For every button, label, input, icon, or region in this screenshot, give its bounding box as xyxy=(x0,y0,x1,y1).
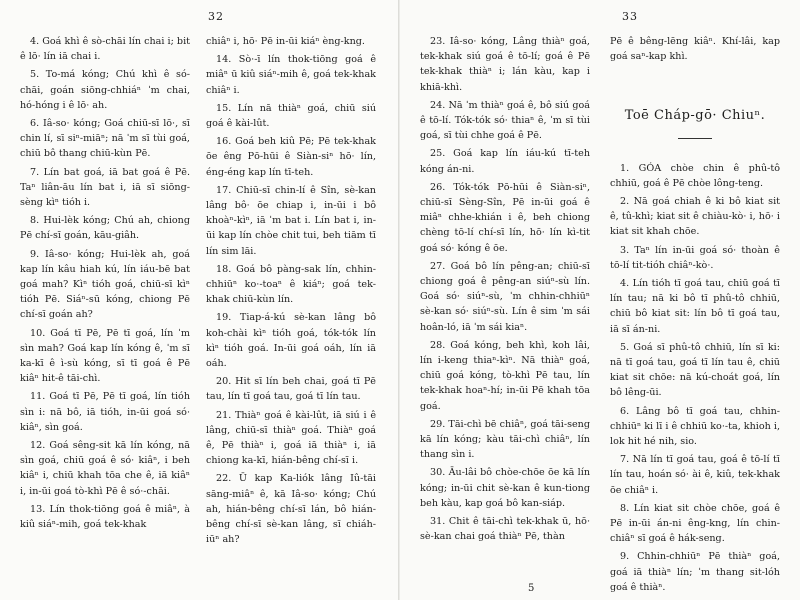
verse: 7. Nā lín tī goá tau, goá ê tō-lí tī lín tau, hoán só· ài ê, kiû, tek-khak ōe chiâⁿ i. xyxy=(610,454,780,496)
verse: 28. Goá kóng, beh khì, koh lâi, lín i-keng thiaⁿ-kìⁿ. Nā thiàⁿ goá, chiū goá kóng, tò-khì Pē tau, lín tek-khak hoaⁿ-hí; in-ūi Pē khah tōa goá. xyxy=(420,339,590,412)
verse: 15. Lín nā thiàⁿ goá, chiū siú goá ê kài-lût. xyxy=(206,102,376,130)
verse: 16. Goá beh kiû Pē; Pē tek-khak ōe êng Pō-hūi ê Siàn-siⁿ hō· lín, éng-éng kap lín tī-teh. xyxy=(206,136,376,178)
verse-continuation: chiâⁿ i, hō· Pē in-ūi kiáⁿ èng-kng. xyxy=(206,36,365,47)
verse: 8. Lín kiat sit chòe chōe, goá ê Pē in-ūi án-ni êng-kng, lín chin-chiâⁿ sī goá ê hák-seng. xyxy=(610,502,780,545)
verse: 5. Goá sī phû-tô chhiū, lín sī ki: nā tī goá tau, goá tī lín tau ê, chiū kiat sit chōe: nā kú-choát goá, lín bô lêng-ūi. xyxy=(610,341,780,399)
verse-continuation: Pē ê bêng-lēng kiâⁿ. Khí-lâi, kap goá saⁿ-kap khì. xyxy=(610,36,780,63)
page-number-left: 32 xyxy=(208,10,224,23)
verse: 4. Lín tióh tī goá tau, chiū goá tī lín tau; nā ki bô tī phû-tô chhiū, chiū bô kiat sit: lín bô tī goá tau, iā sī án-ni. xyxy=(610,278,780,335)
verse: 22. Ū kap Ka-liók lâng Iû-tāi sāng-miâⁿ ê, kā Iâ-so· kóng; Chú ah, hián-bêng chí-sī lán, bô hián-bêng chí-sī sè-kan lâng, sī chiáh-iūⁿ ah? xyxy=(206,473,376,546)
verse: 21. Thiàⁿ goá ê kài-lût, iā siú i ê lâng, chiū-sī thiàⁿ goá. Thiàⁿ goá ê, Pē thiàⁿ i, goá iā thiàⁿ i, iā chiong ka-kī, hián-bêng chí-sī i. xyxy=(206,409,376,467)
verse: 13. Lín thok-tiōng goá ê miâⁿ, à kiû siáⁿ-mih, goá tek-khak xyxy=(20,503,190,531)
verse: 17. Chiū-sī chin-lí ê Sîn, sè-kan lâng bô· ōe chiap i, in-ūi i bô khoàⁿ-kìⁿ, iā ˈm bat i. Lín bat i, in-ūi kap lín chòe chit tui, beh tiām tī lín sim lāi. xyxy=(206,184,376,257)
verse: 2. Nā goá chiah ê ki bô kiat sit ê, tû-khì; kiat sit ê chiàu-kò· i, hō· i kiat sit khah chōe. xyxy=(610,196,780,238)
verse: 12. Goá sêng-sit kā lín kóng, nā sìn goá, chiū goá ê só· kiâⁿ, i beh kiâⁿ i, chiū khah tōa che ê, iā kiâⁿ i, in-ūi goá tò-khì Pē ê só·-chāi. xyxy=(20,440,190,497)
verse: 9. Chhin-chhiūⁿ Pē thiàⁿ goá, goá iā thiàⁿ lín; ˈm thang sit-lóh goá ê thiàⁿ. xyxy=(610,551,780,593)
left-column-2 xyxy=(206,34,376,551)
verse: 29. Tāi-chì bē chiâⁿ, goá tāi-seng kā lín kóng; kàu tāi-chì chiâⁿ, lín thang sìn i. xyxy=(420,418,590,461)
verse: 14. Sò·-ī lín thok-tiōng goá ê miâⁿ ū kiû siáⁿ-mih ê, goá tek-khak chiâⁿ i. xyxy=(206,54,376,96)
verse: 7. Lín bat goá, iā bat goá ê Pē. Taⁿ liân-āu lín bat i, iā sī siōng-sèng kìⁿ tióh i. xyxy=(20,166,190,209)
verse: 11. Goá tī Pē, Pē tī goá, lín tióh sìn i: nā bô, iā tióh, in-ūi goá só· kiâⁿ, sìn goá. xyxy=(20,391,190,433)
right-page xyxy=(400,0,800,600)
verse: 18. Goá bô pàng-sak lín, chhin-chhiūⁿ ko·-toaⁿ ê kiáⁿ; goá tek-khak chiū-kùn lín. xyxy=(206,263,376,306)
chapter-heading: Toē Cháp-gō· Chiuⁿ. xyxy=(624,108,766,124)
verse: 1. GÓA chòe chin ê phû-tô chhiū, goá ê Pē chòe lông-teng. xyxy=(610,162,780,189)
left-column-1 xyxy=(20,34,190,535)
verse: 8. Hui-lèk kóng; Chú ah, chiong Pē chí-sī goán, kāu-giâh. xyxy=(20,215,190,242)
verse: 26. Tók-tók Pō-hūi ê Siàn-siⁿ, chiū-sī Sèng-Sîn, Pē in-ūi goá ê miâⁿ chhe-khián i ê, beh chiong chèng tō-lí chí-sī lín, hō· lín kì-tit goá só· kóng ê ōe. xyxy=(420,181,590,254)
verse: 6. Iâ-so· kóng; Goá chiū-sī lō·, sī chin lí, sī siⁿ-miāⁿ; nā ˈm sī tùi goá, chiū bô thang chiū-kùn Pē. xyxy=(20,118,190,160)
verse: 5. To-má kóng; Chú khì ê só-chāi, goán siōng-chhiáⁿ ˈm chai, hó-hóng i ê lō· ah. xyxy=(20,69,190,111)
verse: 25. Goá kap lín iáu-kú tī-teh kóng án-ni. xyxy=(420,148,590,175)
verse: 9. Iâ-so· kóng; Hui-lèk ah, goá kap lín kâu hiah kú, lín iáu-bē bat goá mah? Kìⁿ tióh goá, chiū-sī kìⁿ tióh Pē. Siáⁿ-sū kóng, chiong Pē chí-sī goán ah? xyxy=(20,248,190,321)
verse: 31. Chit ê tāi-chì tek-khak ū, hō· sè-kan chai goá thiàⁿ Pē, thàn xyxy=(420,516,590,543)
verse: 10. Goá tī Pē, Pē tī goá, lín ˈm sìn mah? Goá kap lín kóng ê, ˈm sī ka-kī ê ì-sù kóng, sī tī goá ê Pē kiâⁿ hit-ê tāi-chì. xyxy=(20,327,190,385)
verse: 27. Goá bô lín pêng-an; chiū-sī chiong goá ê pêng-an siúⁿ-sù lín. Goá só· siúⁿ-sù, ˈm chhin-chhiūⁿ sè-kan só· siúⁿ-sù. Lín ê sim ˈm sái hoân-ló, iā ˈm sái kiaⁿ. xyxy=(420,260,590,333)
verse: 4. Goá khì ê sò-chāi lín chai i; bit ê lō· lín iā chai i. xyxy=(20,36,190,63)
verse: 6. Lâng bô tī goá tau, chhin-chhiūⁿ ki lī i ê chhiū ko·-ta, khioh i, lok hit hé nih, sio. xyxy=(610,405,780,448)
page-number-right: 33 xyxy=(622,10,638,23)
verse: 3. Taⁿ lín in-ūi goá só· thoàn ê tō-lí tit-tióh chiâⁿ-kò·. xyxy=(610,244,780,271)
chapter-rule xyxy=(678,138,712,139)
verse: 23. Iâ-so· kóng, Lâng thiàⁿ goá, tek-khak siú goá ê tō-lí; goá ê Pē tek-khak thiàⁿ i; lán kàu, kap i khiā-khì. xyxy=(420,36,590,93)
verse: 24. Nā ˈm thiàⁿ goá ê, bô siú goá ê tō-lí. Tók-tók só· thiaⁿ ê, ˈm sī tùi goá, sī tùi chhe goá ê Pē. xyxy=(420,99,590,142)
footer-mark: 5 xyxy=(528,583,535,594)
verse: 30. Āu-lâi bô chòe-chōe ōe kā lín kóng; in-ūi chit sè-kan ê kun-tiong beh kàu, kap goá bô kan-siáp. xyxy=(420,467,590,509)
verse: 19. Tiap-á-kú sè-kan lâng bô koh-chài kìⁿ tióh goá, tók-tók lín kìⁿ tióh goá. In-ūi goá oáh, lín iā oáh. xyxy=(206,312,376,370)
right-column-1 xyxy=(420,34,590,548)
verse: 20. Hit sī lín beh chai, goá tī Pē tau, lín tī goá tau, goá tī lín tau. xyxy=(206,376,376,403)
right-column-2 xyxy=(610,34,780,598)
